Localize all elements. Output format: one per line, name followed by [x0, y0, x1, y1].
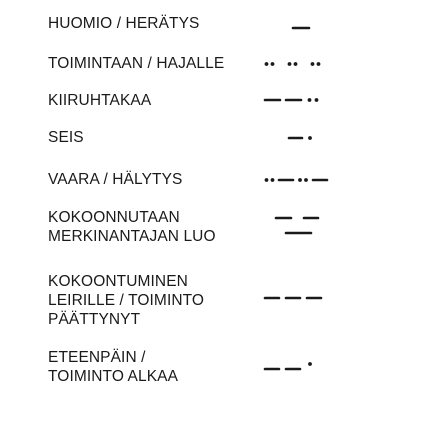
signal-pattern-long [262, 22, 362, 34]
signal-label: HUOMIO / HERÄTYS [48, 15, 200, 32]
signal-pattern-staggered-long [262, 214, 362, 238]
signal-label: KOKOONTUMINEN LEIRILLE / TOIMINTO PÄÄTTYNYT [48, 273, 205, 328]
signal-label: TOIMINTAAN / HAJALLE [48, 55, 225, 72]
signal-pattern-long-short [262, 132, 362, 144]
signal-label: ETEENPÄIN / TOIMINTO ALKAA [48, 349, 179, 385]
signal-pattern-long-long-short-short [262, 94, 362, 106]
signal-label: KIIRUHTAKAA [48, 92, 152, 109]
signal-pattern-long-long-short [262, 362, 362, 374]
signal-pattern-repeating [262, 174, 362, 186]
signal-label: VAARA / HÄLYTYS [48, 171, 183, 188]
signal-pattern-short-pairs [262, 58, 362, 70]
signal-pattern-three-long [262, 292, 362, 304]
signal-label: SEIS [48, 129, 84, 146]
signal-label: KOKOONNUTAAN MERKINANTAJAN LUO [48, 209, 216, 245]
